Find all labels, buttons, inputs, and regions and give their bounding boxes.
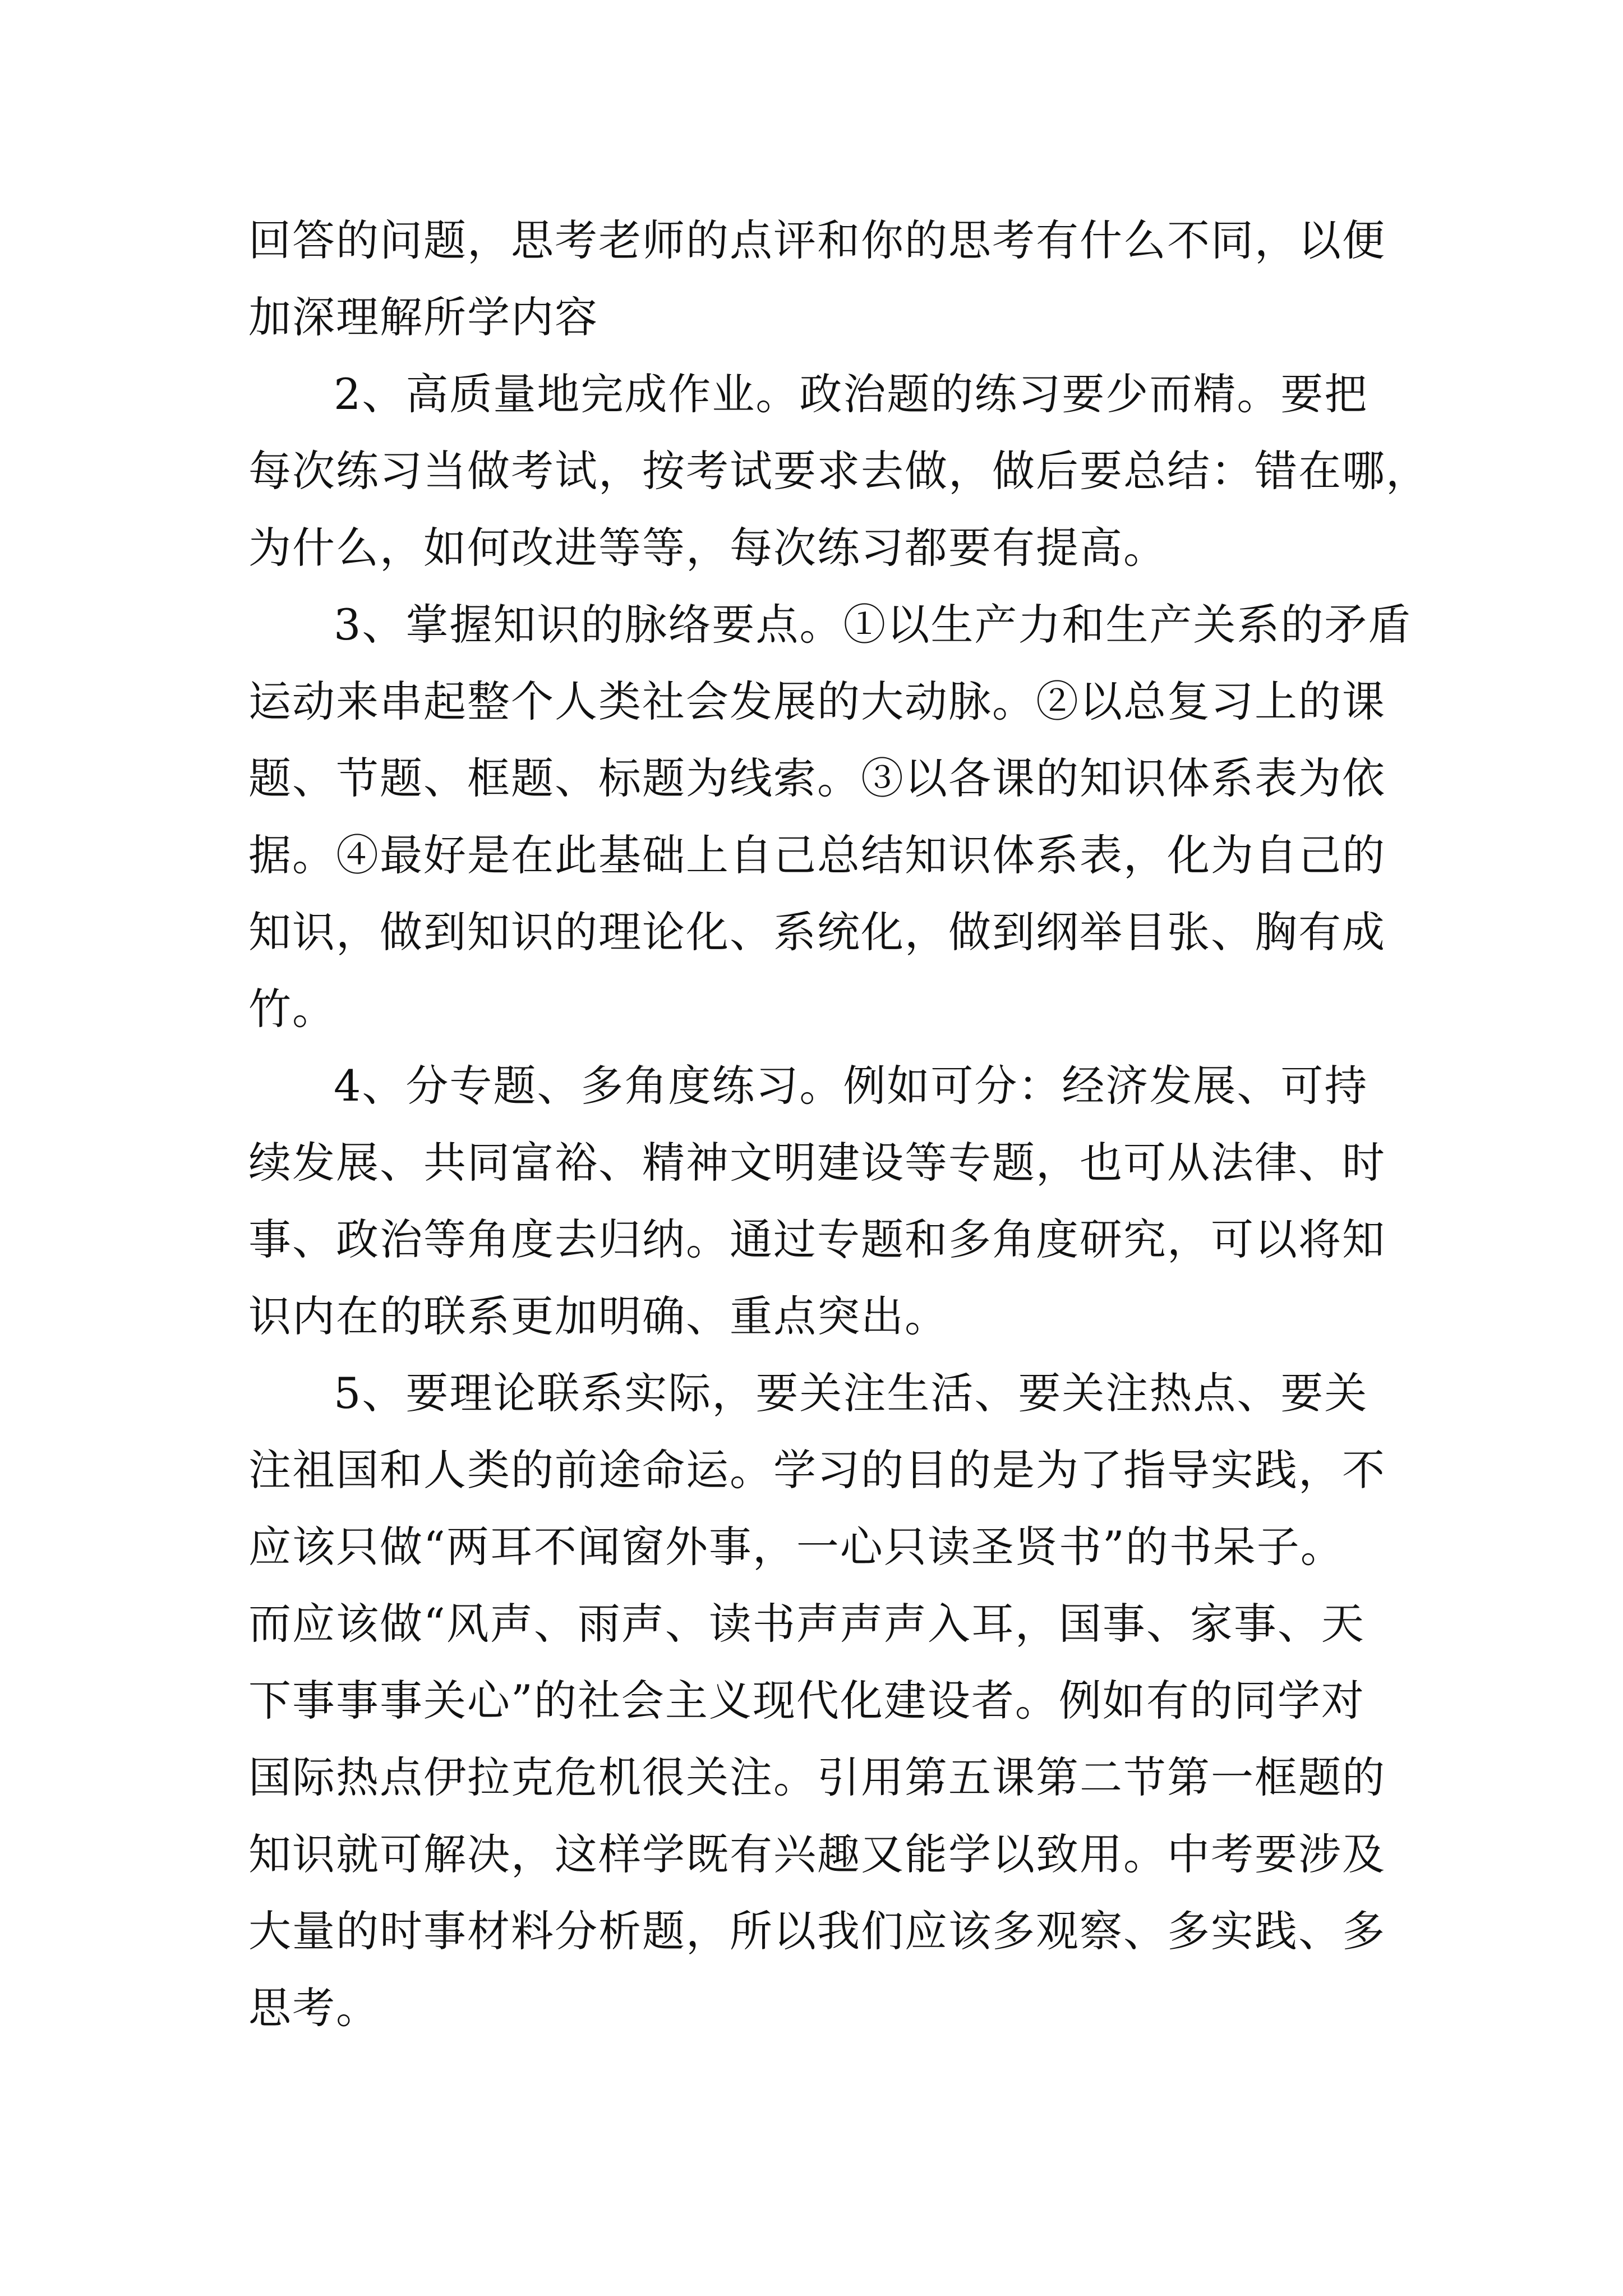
text-line: 下事事事关心”的社会主义现代化建设者。例如有的同学对	[248, 1676, 1365, 1726]
paragraph-5-start: 5、要理论联系实际，要关注生活、要关注热点、要关	[334, 1368, 1368, 1418]
text-line: 加深理解所学内容	[248, 292, 598, 342]
text-line: 事、政治等角度去归纳。通过专题和多角度研究，可以将知	[248, 1214, 1386, 1264]
text-line: 据。④最好是在此基础上自己总结知识体系表，化为自己的	[248, 830, 1386, 880]
text-line: 运动来串起整个人类社会发展的大动脉。②以总复习上的课	[248, 677, 1386, 726]
text-line: 注祖国和人类的前途命运。学习的目的是为了指导实践，不	[248, 1445, 1386, 1495]
text-line: 回答的问题，思考老师的点评和你的思考有什么不同，以便	[248, 215, 1386, 265]
text-line: 竹。	[248, 984, 336, 1034]
paragraph-4-start: 4、分专题、多角度练习。例如可分：经济发展、可持	[334, 1061, 1368, 1111]
text-line: 而应该做“风声、雨声、读书声声声入耳，国事、家事、天	[248, 1599, 1365, 1649]
text-line: 大量的时事材料分析题，所以我们应该多观察、多实践、多	[248, 1906, 1386, 1956]
text-line: 续发展、共同富裕、精神文明建设等专题，也可从法律、时	[248, 1138, 1386, 1188]
text-line: 思考。	[248, 1983, 380, 2033]
text-line: 为什么，如何改进等等，每次练习都要有提高。	[248, 523, 1167, 573]
text-line: 知识，做到知识的理论化、系统化，做到纲举目张、胸有成	[248, 907, 1386, 957]
text-line: 国际热点伊拉克危机很关注。引用第五课第二节第一框题的	[248, 1752, 1386, 1802]
text-line: 识内在的联系更加明确、重点突出。	[248, 1291, 948, 1341]
text-line: 知识就可解决，这样学既有兴趣又能学以致用。中考要涉及	[248, 1829, 1386, 1879]
text-line: 每次练习当做考试，按考试要求去做，做后要总结：错在哪，	[248, 446, 1430, 496]
document-body	[248, 202, 1430, 2046]
paragraph-2-start: 2、高质量地完成作业。政治题的练习要少而精。要把	[334, 369, 1368, 419]
text-line: 题、节题、框题、标题为线索。③以各课的知识体系表为依	[248, 753, 1386, 803]
text-line: 应该只做“两耳不闻窗外事，一心只读圣贤书”的书呆子。	[248, 1522, 1344, 1572]
paragraph-3-start: 3、掌握知识的脉络要点。①以生产力和生产关系的矛盾	[334, 600, 1412, 650]
